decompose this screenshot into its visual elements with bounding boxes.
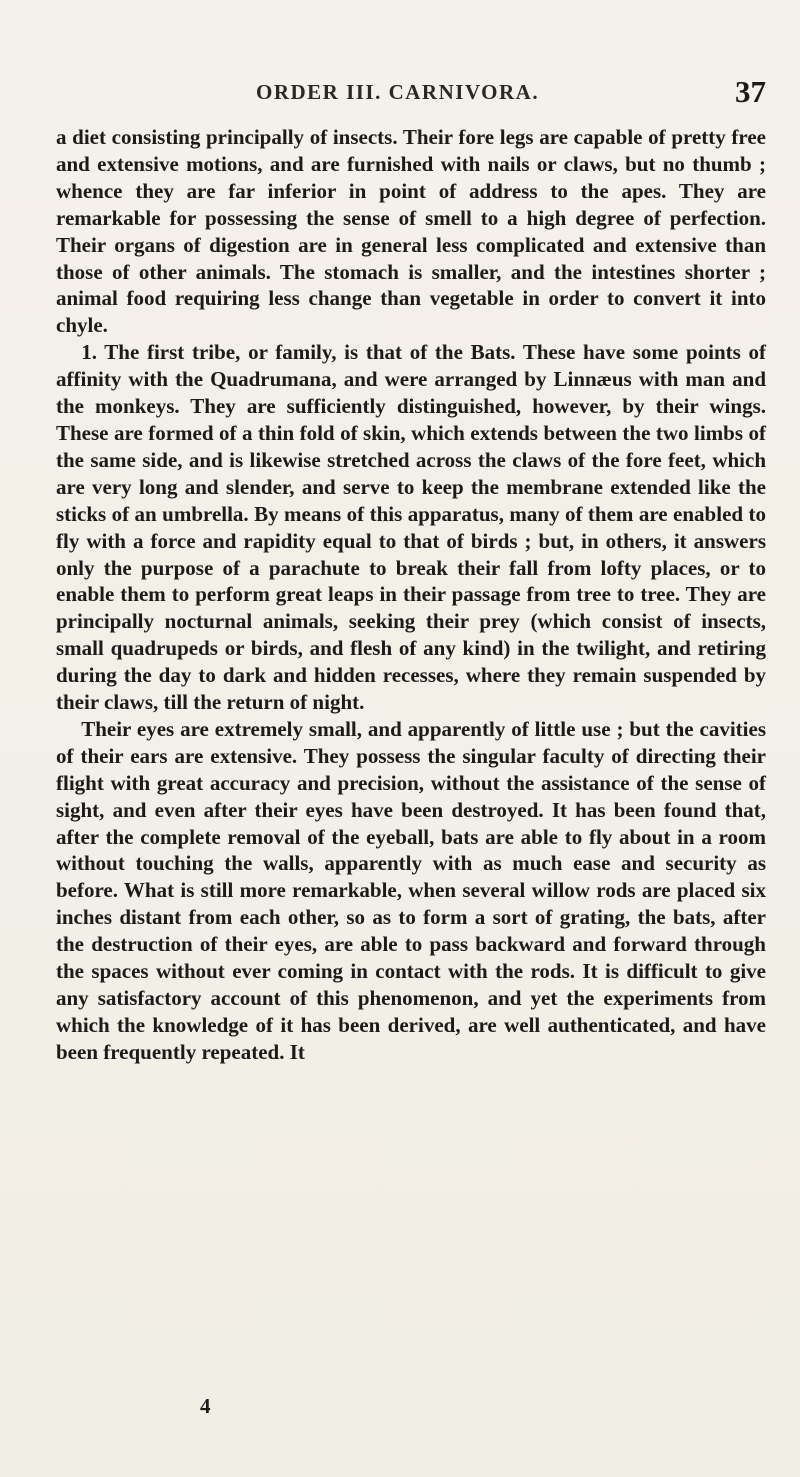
- page-number: 37: [735, 74, 766, 109]
- page-header: [56, 74, 766, 114]
- paragraph-continuation: a diet consisting principally of insects. Their fore legs are capable of pretty free and extensive motions, and are furnished with nails or claws, but no thumb ; whence they are far inferior in point of address to the apes. They are remarkable for possessing the sense of smell to a high degree of perfection. Their organs of digestion are in general less complicated and extensive than those of other animals. The stomach is smaller, and the intestines shorter ; animal food requiring less change than vegetable in order to convert it into chyle.: [56, 125, 766, 338]
- paragraph-bats-senses: Their eyes are extremely small, and apparently of little use ; but the cavities of their ears are extensive. They possess the singular faculty of directing their flight with great accuracy and precision, without the assistance of the sense of sight, and even after their eyes have been destroyed. It has been found that, after the complete removal of the eyeball, bats are able to fly about in a room without touching the walls, apparently with as much ease and security as before. What is still more remarkable, when several willow rods are placed six inches distant from each other, so as to form a sort of grating, the bats, after the destruction of their eyes, are able to pass backward and forward through the spaces without ever coming in contact with the rods. It is difficult to give any satisfactory account of this phenomenon, and yet the experiments from which the knowledge of it has been derived, are well authenticated, and have been frequently repeated. It: [56, 716, 766, 1064]
- body-text: [56, 124, 766, 1066]
- signature-mark: 4: [200, 1394, 211, 1418]
- paragraph-bats-tribe: 1. The first tribe, or family, is that of the Bats. These have some points of affinity with the Quadrumana, and were arranged by Linnæus with man and the monkeys. They are sufficiently distinguished, however, by their wings. These are formed of a thin fold of skin, which extends between the two limbs of the same side, and is likewise stretched across the claws of the fore feet, which are very long and slender, and serve to keep the membrane extended like the sticks of an umbrella. By means of this apparatus, many of them are enabled to fly with a force and rapidity equal to that of birds ; but, in others, it answers only the purpose of a parachute to break their fall from lofty places, or to enable them to perform great leaps in their passage from tree to tree. They are principally nocturnal animals, seeking their prey (which consist of insects, small quadrupeds or birds, and flesh of any kind) in the twilight, and retiring during the day to dark and hidden recesses, where they remain suspended by their claws, till the return of night.: [56, 340, 766, 715]
- running-head: ORDER III. CARNIVORA.: [256, 80, 540, 104]
